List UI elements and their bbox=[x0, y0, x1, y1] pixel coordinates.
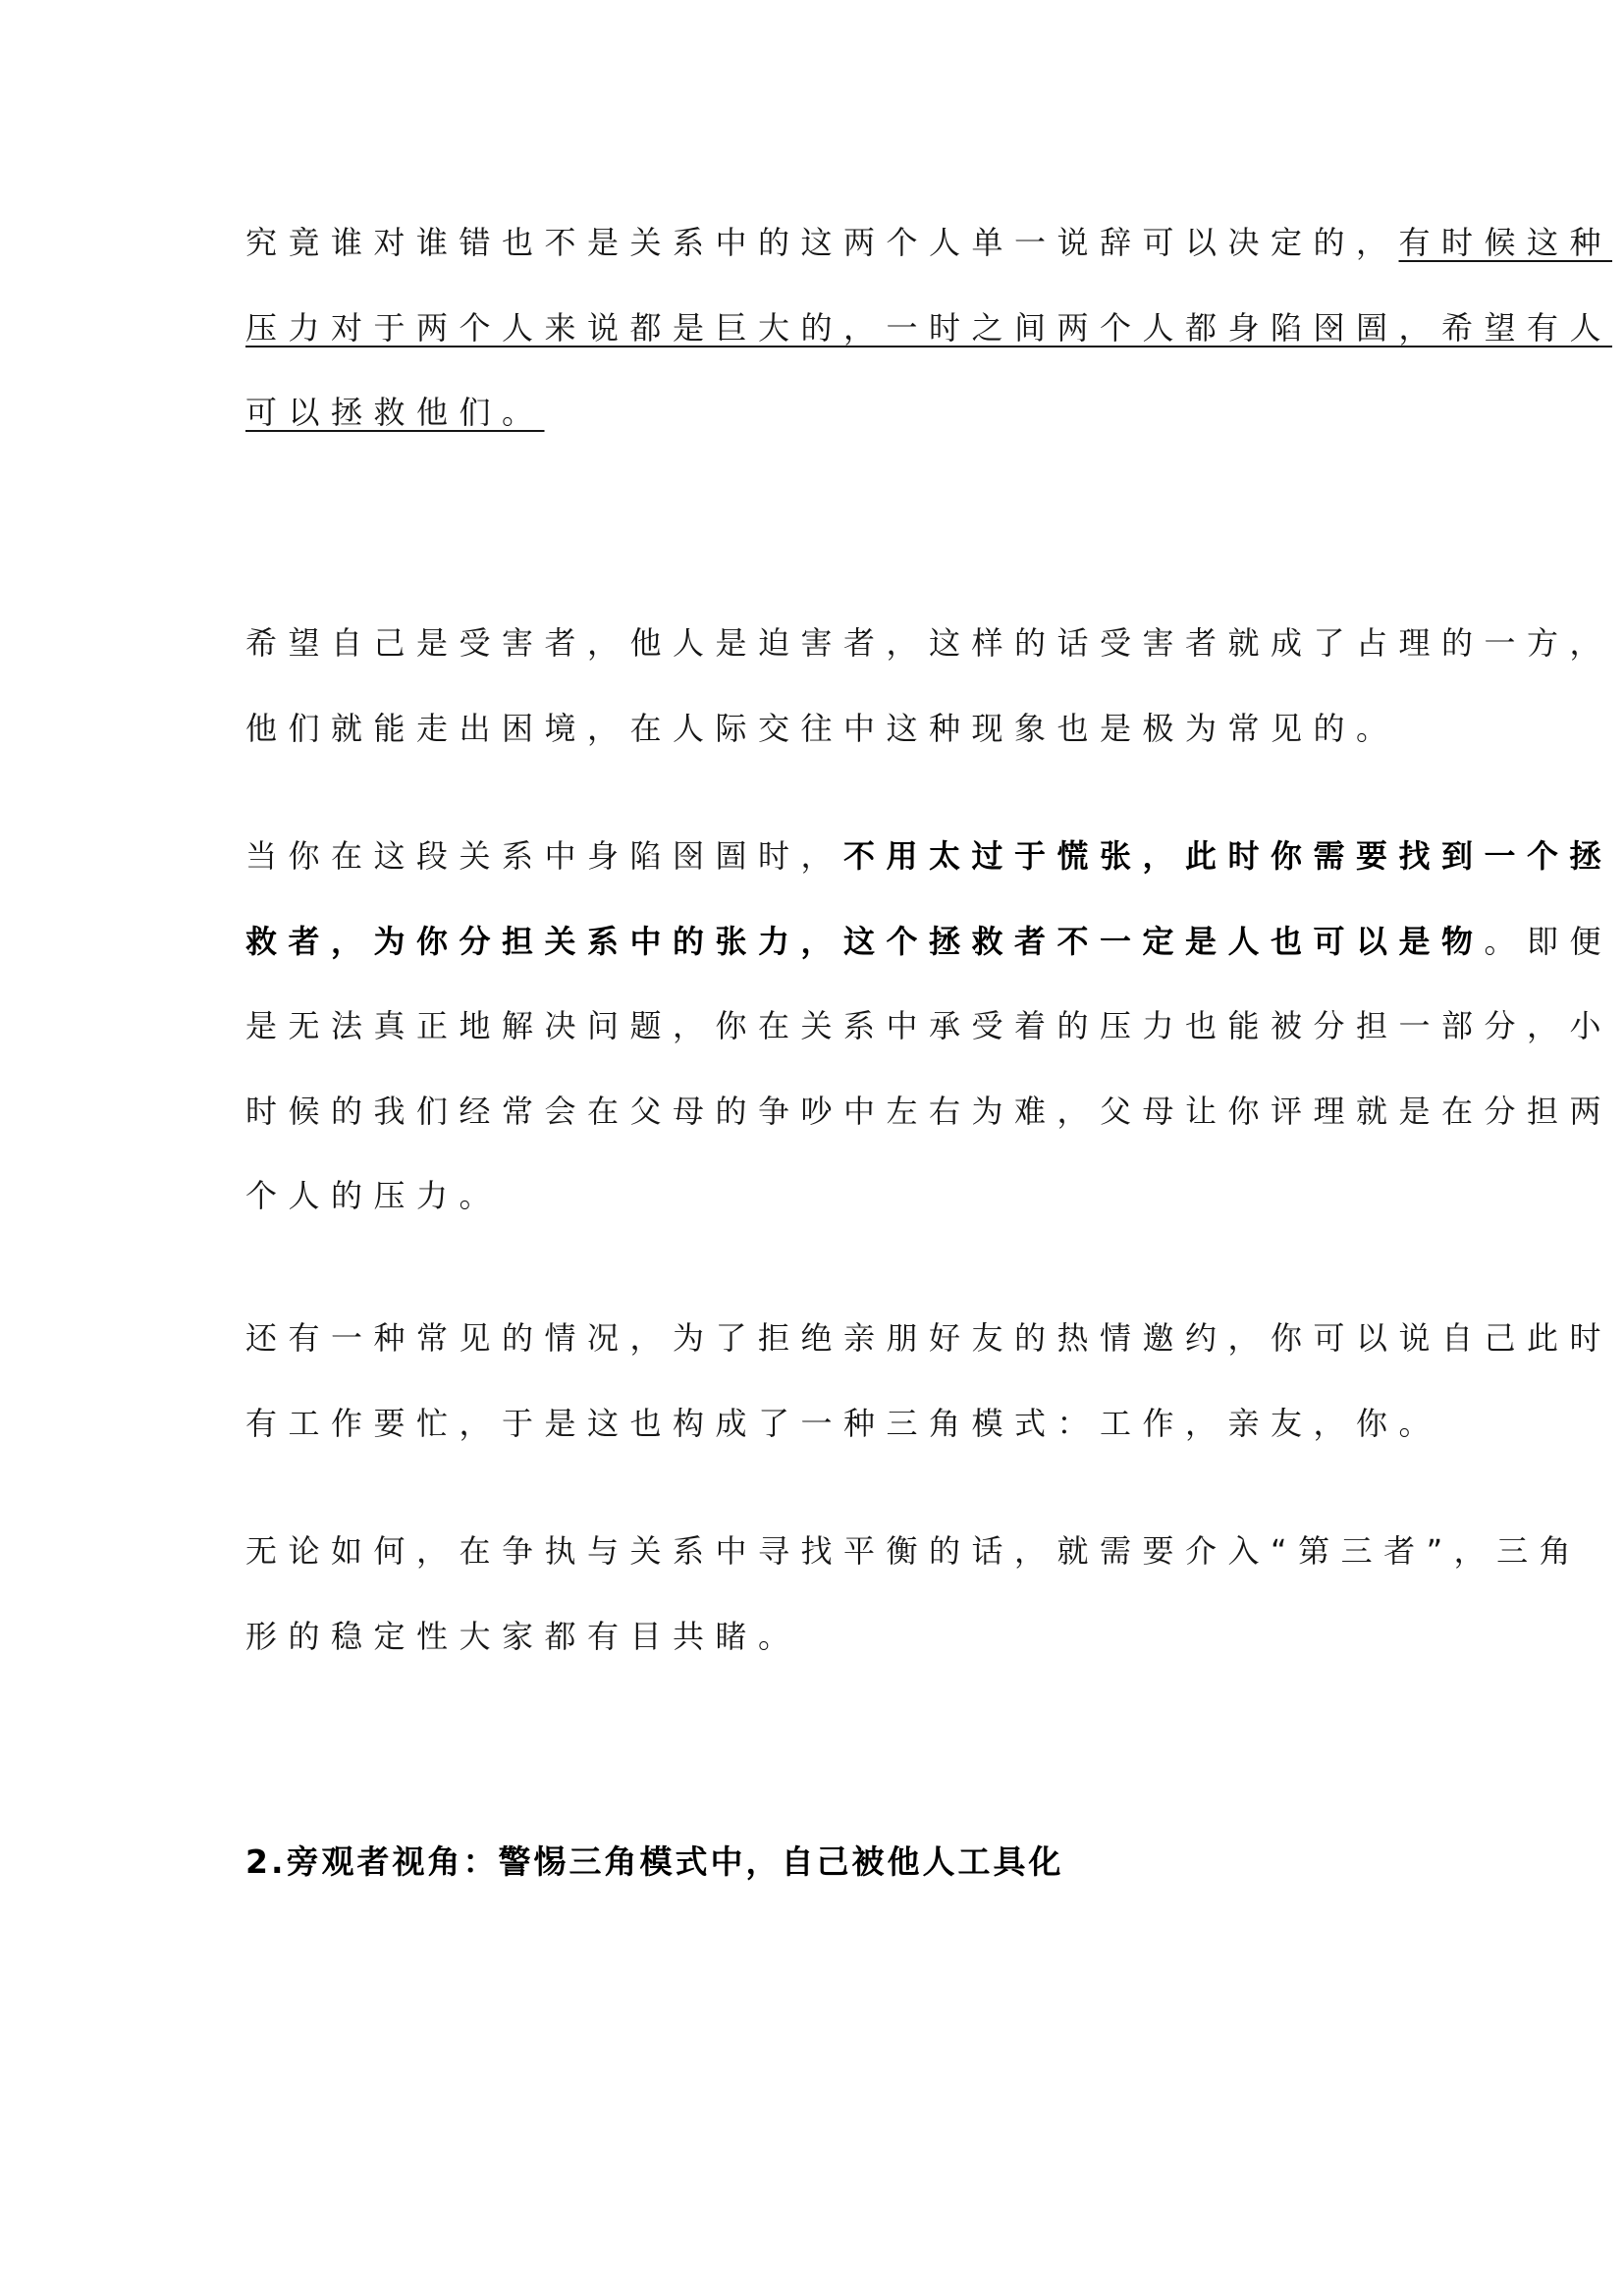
paragraph-1-line-1 bbox=[245, 221, 1613, 264]
paragraph-3-line-2 bbox=[245, 920, 1613, 963]
bold-text: 不用太过于慌张，此时你需要找到一个拯 bbox=[843, 837, 1613, 875]
text-segment: 无论如何，在争执与关系中寻找平衡的话，就需要介入“第三者”，三角 bbox=[245, 1532, 1583, 1570]
text-segment: 究竟谁对谁错也不是关系中的这两个人单一说辞可以决定的， bbox=[245, 224, 1399, 261]
paragraph-3-line-3 bbox=[245, 1004, 1613, 1047]
paragraph-5-line-2 bbox=[245, 1615, 1384, 1658]
paragraph-5-line-1 bbox=[245, 1529, 1583, 1573]
bold-text: 救者，为你分担关系中的张力，这个拯救者不一定是人也可以是物 bbox=[245, 923, 1485, 960]
text-segment: 是无法真正地解决问题，你在关系中承受着的压力也能被分担一部分，小 bbox=[245, 1007, 1613, 1044]
underlined-text: 压力对于两个人来说都是巨大的，一时之间两个人都身陷囹圄，希望有人 bbox=[245, 309, 1613, 347]
underlined-text: 可以拯救他们。 bbox=[245, 394, 545, 431]
text-segment: 还有一种常见的情况，为了拒绝亲朋好友的热情邀约，你可以说自己此时 bbox=[245, 1319, 1613, 1357]
paragraph-3-line-5 bbox=[245, 1174, 1384, 1217]
paragraph-4-line-2 bbox=[245, 1402, 1442, 1445]
underlined-text: 有时候这种 bbox=[1398, 224, 1613, 261]
text-segment: 他们就能走出困境，在人际交往中这种现象也是极为常见的。 bbox=[245, 710, 1399, 747]
paragraph-2-line-1 bbox=[245, 621, 1613, 665]
paragraph-4-line-1 bbox=[245, 1316, 1613, 1360]
paragraph-3-line-4 bbox=[245, 1090, 1613, 1133]
paragraph-1-line-2 bbox=[245, 306, 1613, 349]
text-segment: 时候的我们经常会在父母的争吵中左右为难，父母让你评理就是在分担两 bbox=[245, 1093, 1613, 1130]
text-segment: 个人的压力。 bbox=[245, 1177, 503, 1214]
text-segment: 。即便 bbox=[1484, 923, 1613, 960]
text-segment: 希望自己是受害者，他人是迫害者，这样的话受害者就成了占理的一方， bbox=[245, 624, 1613, 662]
paragraph-2-line-2 bbox=[245, 707, 1399, 750]
text-segment: 有工作要忙，于是这也构成了一种三角模式：工作，亲友，你。 bbox=[245, 1405, 1442, 1442]
text-segment: 当你在这段关系中身陷囹圄时， bbox=[245, 837, 844, 875]
paragraph-1-line-3 bbox=[245, 391, 1384, 434]
text-segment: 形的稳定性大家都有目共睹。 bbox=[245, 1618, 801, 1655]
paragraph-3-line-1 bbox=[245, 834, 1613, 878]
section-heading: 2.旁观者视角：警惕三角模式中，自己被他人工具化 bbox=[245, 1842, 1064, 1881]
